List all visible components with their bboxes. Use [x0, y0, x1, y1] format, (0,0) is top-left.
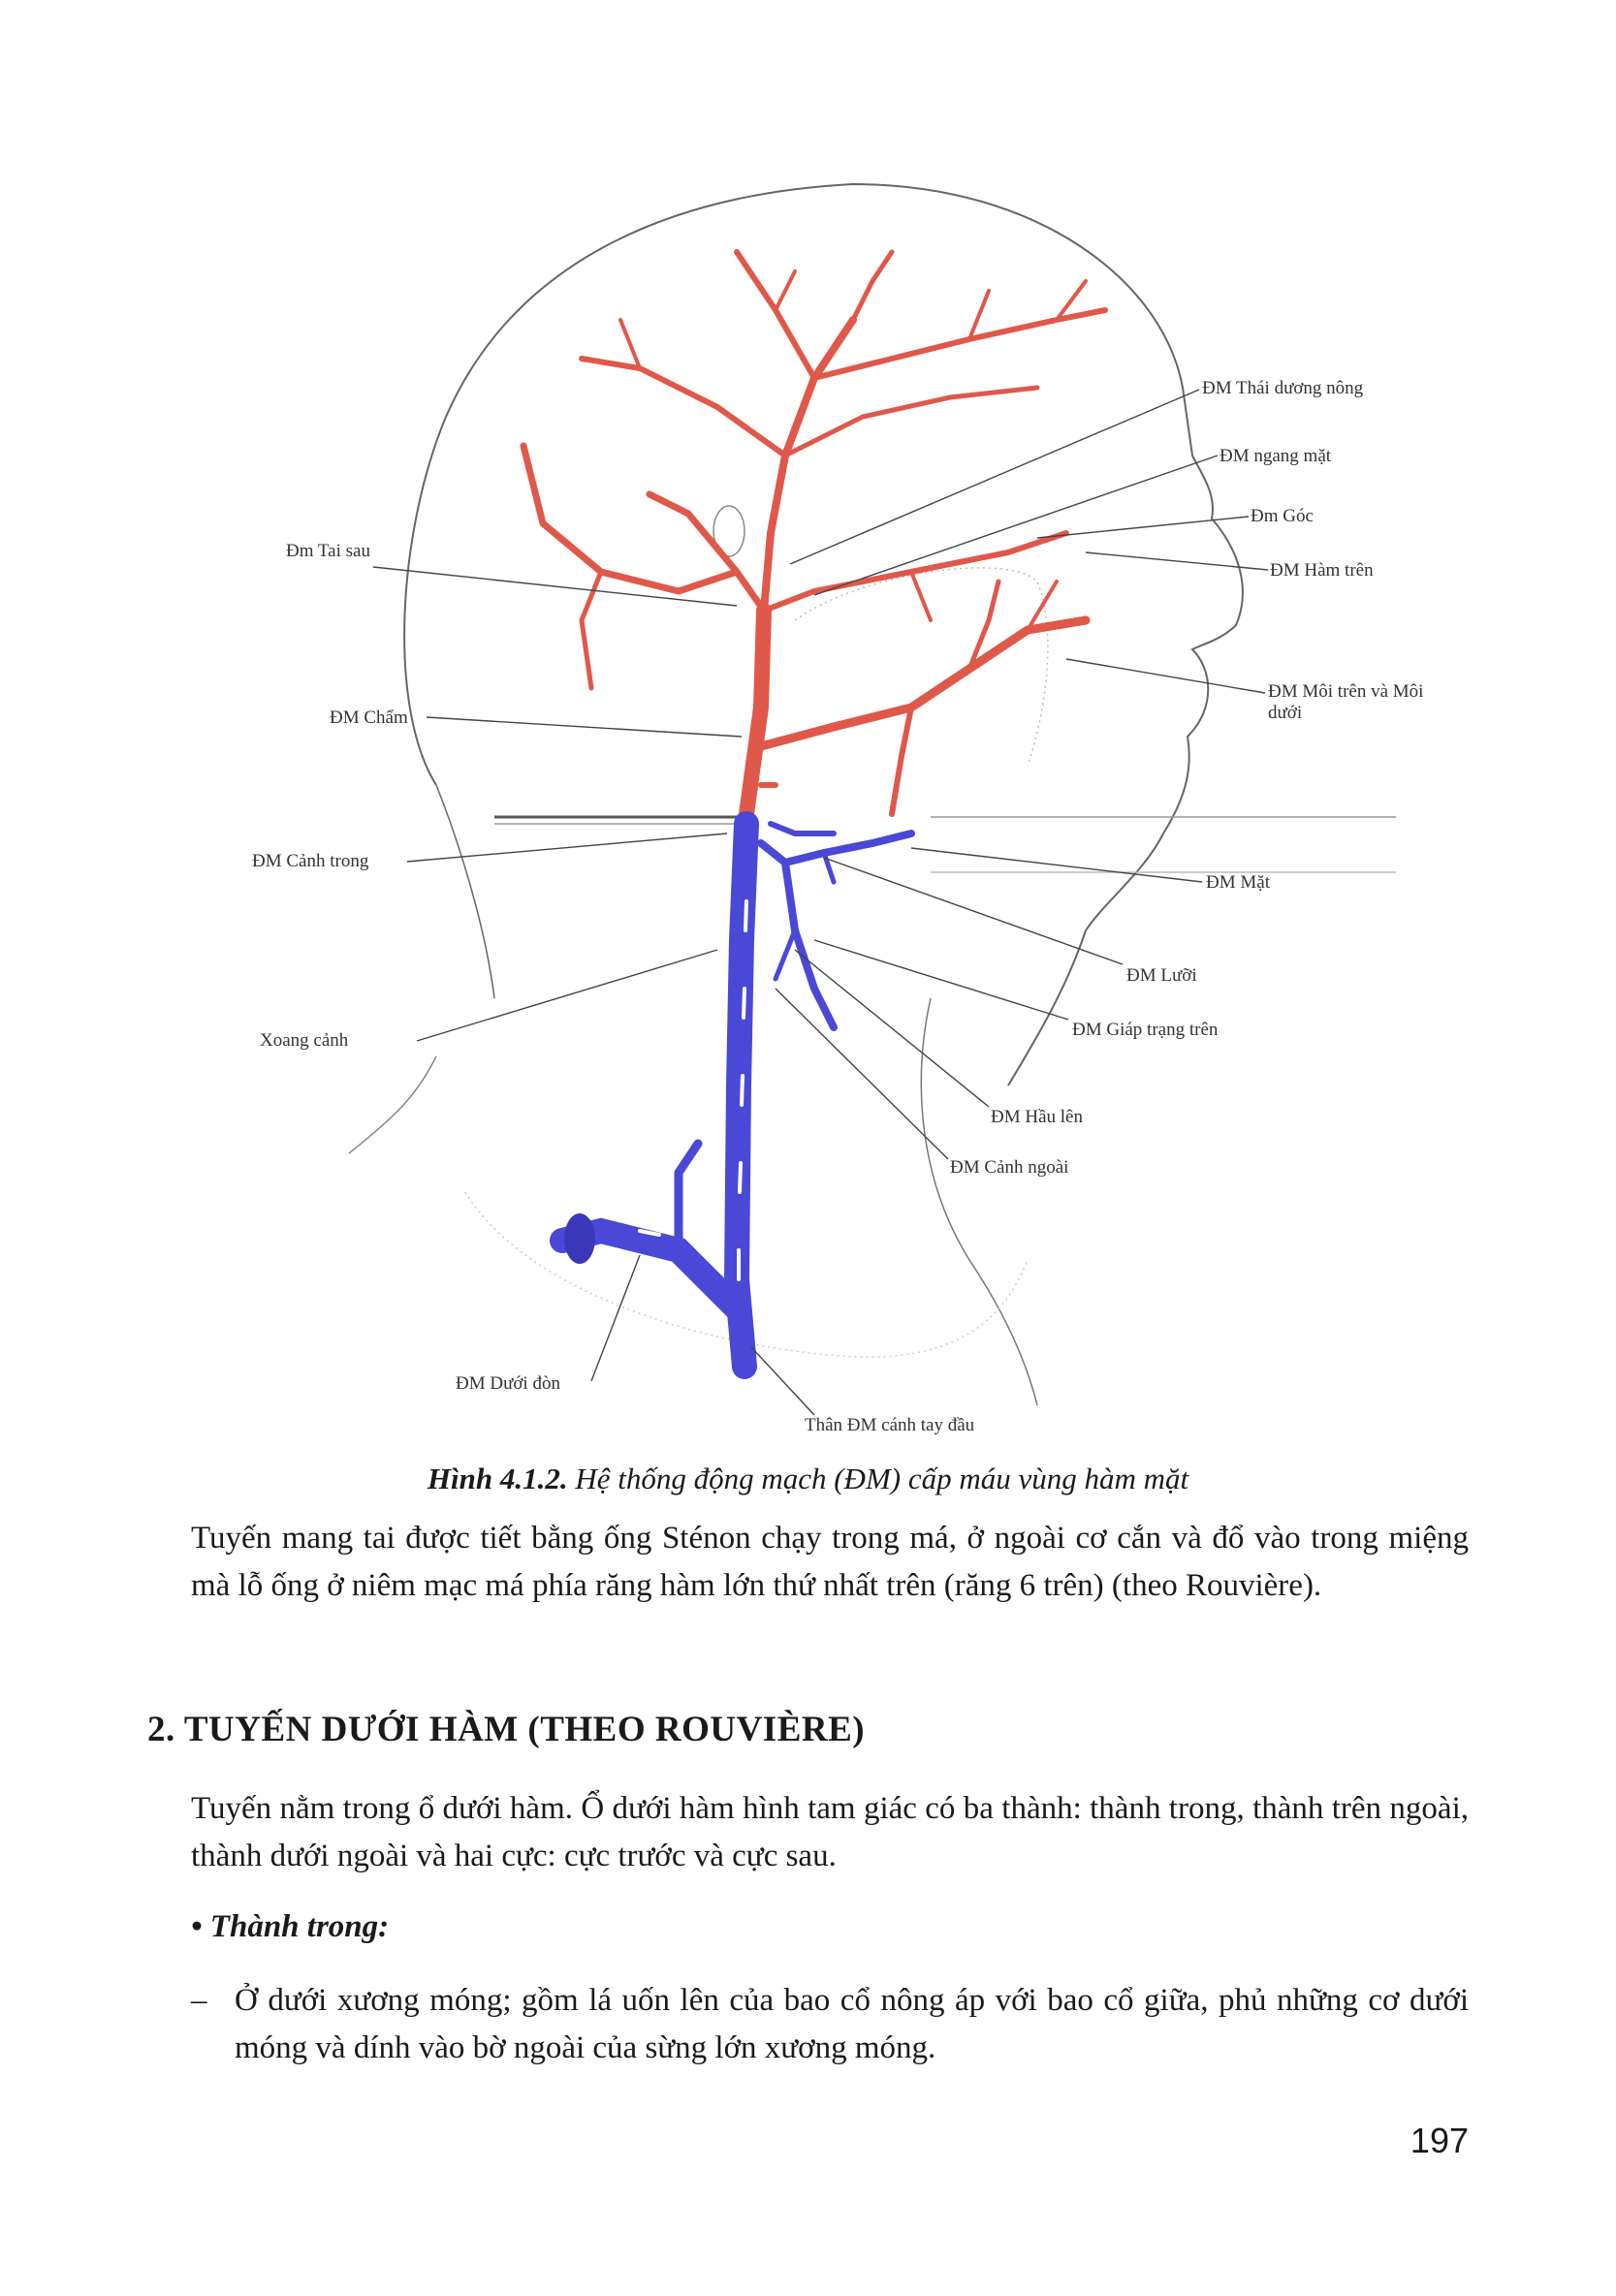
label-posterior-auricular-artery: Đm Tai sau [286, 541, 370, 561]
artery-illustration [233, 165, 1435, 1444]
label-superficial-temporal-artery: ĐM Thái dương nông [1202, 378, 1364, 398]
label-ascending-pharyngeal-artery: ĐM Hầu lên [991, 1107, 1083, 1127]
anatomy-figure [233, 165, 1435, 1444]
label-external-carotid-artery: ĐM Cảnh ngoài [950, 1157, 1069, 1178]
paragraph-parotid-duct: Tuyến mang tai được tiết bằng ống Sténon chạy trong má, ở ngoài cơ cắn và đổ vào trong miệng mà lỗ ống ở niêm mạc má phía răng hàm lớn thứ nhất trên (răng 6 trên) (theo Rouvière). [191, 1521, 1469, 1603]
section-heading: 2. TUYẾN DƯỚI HÀM (THEO ROUVIÈRE) [147, 1710, 866, 1749]
paragraph-submandibular-gland: Tuyến nằm trong ổ dưới hàm. Ổ dưới hàm hình tam giác có ba thành: thành trong, thành trên ngoài, thành dưới ngoài và hai cực: cực trước và cực sau. [191, 1791, 1469, 1873]
label-carotid-sinus: Xoang cảnh [260, 1030, 349, 1051]
bullet-inner-wall: • Thành trong: [191, 1909, 390, 1944]
label-maxillary-artery: ĐM Hàm trên [1270, 560, 1374, 581]
label-occipital-artery: ĐM Chẩm [330, 708, 408, 728]
label-brachiocephalic-trunk: Thân ĐM cánh tay đầu [805, 1415, 975, 1435]
label-labial-arteries [1268, 681, 1452, 724]
label-transverse-facial-artery: ĐM ngang mặt [1220, 446, 1332, 466]
dash-marker: – [191, 1983, 207, 2018]
label-facial-artery: ĐM Mặt [1206, 872, 1270, 893]
label-lingual-artery: ĐM Lưỡi [1126, 965, 1197, 986]
label-superior-thyroid-artery: ĐM Giáp trạng trên [1072, 1020, 1219, 1040]
figure-caption [0, 1462, 1616, 1496]
label-internal-carotid-artery: ĐM Cảnh trong [252, 851, 369, 871]
label-angular-artery: Đm Góc [1251, 506, 1314, 526]
caption-text: Hệ thống động mạch (ĐM) cấp máu vùng hàm mặt [567, 1462, 1189, 1495]
dash-item-text: Ở dưới xương móng; gồm lá uốn lên của bao cổ nông áp với bao cổ giữa, phủ những cơ dưới móng và dính vào bờ ngoài của sừng lớn xương móng. [235, 1983, 1469, 2065]
label-labial-arteries-text: ĐM Môi trên và Môi dưới [1268, 681, 1424, 723]
caption-label: Hình 4.1.2. [427, 1462, 568, 1495]
label-subclavian-artery: ĐM Dưới đòn [456, 1373, 560, 1394]
dash-list-item [191, 1977, 1469, 2072]
page-number: 197 [1410, 2121, 1469, 2160]
